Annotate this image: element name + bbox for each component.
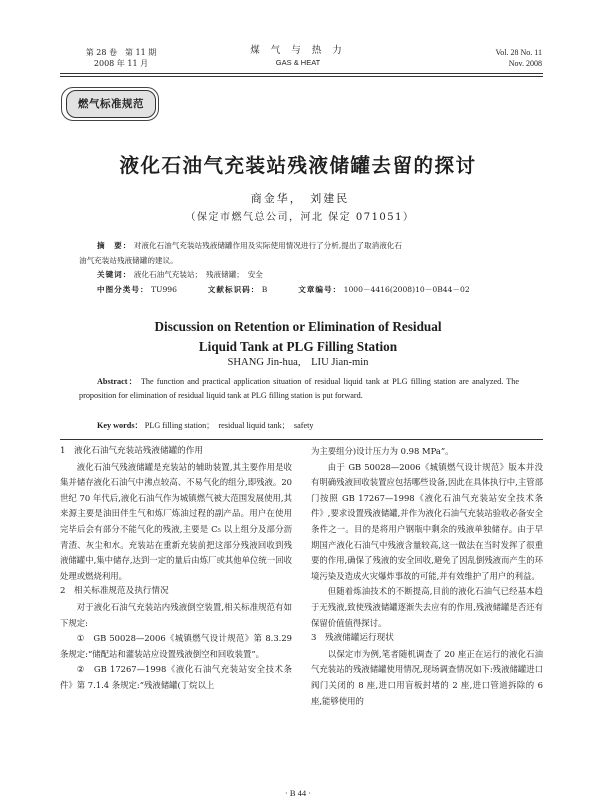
journal-title-cn: 煤 气 与 热 力 — [250, 45, 346, 56]
section-heading-2: 2 相关标准规范及执行情况 — [60, 586, 169, 597]
article-number-label: 文章编号： — [298, 284, 342, 294]
header-rule-top — [60, 73, 543, 74]
body-column-right — [311, 444, 543, 709]
keywords-en: PLG filling station； residual liquid tank； safety — [144, 421, 314, 430]
paper-title-en — [100, 317, 496, 357]
paragraph: 液化石油气残液储罐是充装站的辅助装置,其主要作用是收集并储存液化石油气中沸点较高、不易气化的组分,即残液。20 世纪 70 年代后,液化石油气作为城镇燃气被大范围发展使用,其来源主要是油田伴生气和炼厂炼油过程的副产品。用户在使用完毕后会有部分不能气化的残液,主要是 C₅ 以上组分及部分沥青渣、灰尘和水。充装站在重新充装前把这部分残液回收到残液储罐中,集中储存,达到一定的量后由炼厂或其他单位统一回收处理或燃烧利用。 — [60, 461, 292, 581]
keywords-cn-label: 关键词： — [97, 270, 132, 279]
abstract-cn — [79, 239, 519, 297]
clc-label: 中图分类号： — [97, 284, 149, 294]
publication-date-en: Nov. 2008 — [508, 59, 542, 68]
volume-issue-en: Vol. 28 No. 11 — [495, 48, 542, 57]
keywords-en-label: Key words： — [97, 421, 143, 430]
doc-code-label: 文献标识码： — [207, 284, 260, 294]
section-heading-3: 3 残液储罐运行现状 — [311, 633, 394, 644]
paragraph: ② GB 17267—1998《液化石油气充装站安全技术条件》第 7.1.4 条规定:“残液储罐(丁烷以上 — [60, 664, 292, 690]
paragraph: ① GB 50028—2006《城镇燃气设计规范》第 8.3.29 条规定:“储配站和灌装站应设置残液倒空和回收装置”。 — [60, 633, 292, 659]
section-badge: 燃气标准规范 — [66, 90, 156, 118]
paragraph: 对于液化石油气充装站内残液倒空装置,相关标准规范有如下规定: — [60, 601, 292, 628]
journal-title-en: GAS & HEAT — [275, 58, 321, 67]
affiliation-cn: （保定市燃气总公司，河北 保定 071051） — [185, 212, 415, 223]
paragraph: 但随着炼油技术的不断提高,目前的液化石油气已经基本趋于无残液,致使残液储罐逐渐失去应有的作用,残液储罐是否还有保留价值值得探讨。 — [311, 586, 543, 628]
paragraph: 为主要组分)设计压力为 0.98 MPa”。 — [311, 446, 454, 456]
paper-title-en-line-1: Discussion on Retention or Elimination of Residual — [154, 319, 442, 334]
paragraph: 以保定市为例,笔者随机调查了 20 座正在运行的液化石油气充装站的残液储罐使用情况,现场调查情况如下:残液储罐进口阀门关闭的 8 座,进口用盲板封堵的 2 座,进口管道拆除的 6 座,能够使用的 — [311, 648, 543, 706]
keywords-cn: 液化石油气充装站； 残液储罐； 安全 — [133, 270, 263, 279]
abstract-en-label: Abstract： — [97, 377, 138, 386]
body-separator-rule — [60, 439, 543, 440]
paper-title-cn: 液化石油气充装站残液储罐去留的探讨 — [119, 154, 477, 177]
header-rule-bottom — [60, 76, 543, 77]
page-number: · B 44 · — [284, 788, 312, 798]
journal-volume-issue — [61, 47, 181, 69]
publication-date-cn: 2008 年 11 月 — [93, 59, 149, 68]
keywords-en-block — [79, 420, 519, 431]
section-heading-1: 1 液化石油气充装站残液储罐的作用 — [60, 446, 203, 456]
abstract-en-text: The function and practical application situation of residual liquid tank at PLG filling station are analyzed. The proposition for elimination of residual liquid tank at PLG filling station is put forward. — [79, 377, 519, 400]
volume-issue-text: 第 28 卷 第 11 期 — [85, 48, 157, 57]
abstract-cn-label: 摘 要： — [97, 241, 132, 250]
journal-volume-en — [450, 47, 542, 69]
doc-code: B — [261, 284, 268, 294]
abstract-cn-text-2: 油气充装站残液储罐的建议。 — [79, 255, 178, 265]
journal-title — [218, 44, 378, 68]
clc-number: TU996 — [150, 284, 177, 294]
authors-cn: 商金华， 刘建民 — [250, 192, 350, 205]
authors-en: SHANG Jin-hua, LIU Jian-min — [227, 357, 369, 368]
abstract-cn-text-1: 对液化石油气充装站残液储罐作用及实际使用情况进行了分析,提出了取消液化石 — [133, 241, 402, 250]
paragraph: 由于 GB 50028—2006《城镇燃气设计规范》版本并没有明确残液回收装置应包括哪些设备,因此在具体执行中,主管部门按照 GB 17267—1998《液化石油气充装站安全技术条件》,要求设置残液储罐,并作为液化石油气充装站验收必备安全条件之一。目的是将用户钢瓶中剩余的残液单独储存。由于早期国产液化石油气中残液含量较高,这一做法在当时发挥了很重要的作用,确保了残液的安全回收,避免了因乱倒残液而产生的环境污染及造成火灾爆炸事故的可能,并有效维护了用户的利益。 — [311, 461, 543, 581]
body-column-left — [60, 444, 292, 694]
article-number: 1000－4416(2008)10－0B44－02 — [343, 284, 470, 294]
paper-title-en-line-2: Liquid Tank at PLG Filling Station — [198, 339, 398, 354]
abstract-en — [79, 375, 519, 402]
